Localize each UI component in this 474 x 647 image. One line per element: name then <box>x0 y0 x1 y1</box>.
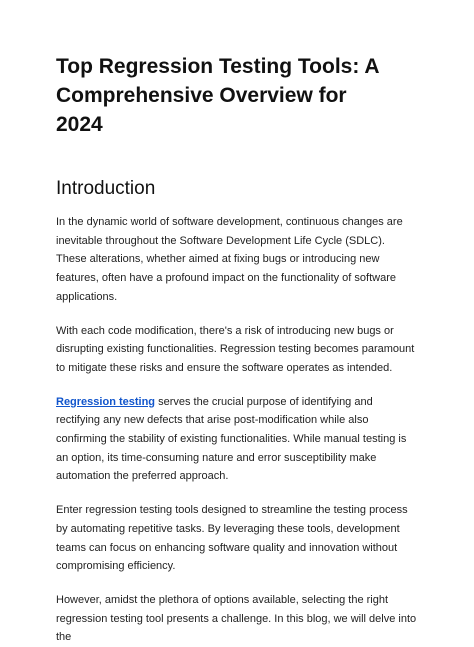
document-title: Top Regression Testing Tools: A Comprehensive Overview for 2024 <box>56 55 379 136</box>
section-heading-introduction: Introduction <box>56 178 156 199</box>
document-page <box>56 52 418 647</box>
paragraph-1: In the dynamic world of software development, continuous changes are inevitable throughout the Software Development Life Cycle (SDLC). These alterations, whether aimed at fixing bugs or introducing new features, often have a profound impact on the functionality of software applications. <box>56 216 403 303</box>
paragraph-3-text: serves the crucial purpose of identifying and rectifying any new defects that arise post-modification while also confirming the stability of existing functionalities. While manual testing is an option, its time-consuming nature and error susceptibility make automation the preferred approach. <box>56 395 407 483</box>
paragraph-2: With each code modification, there's a risk of introducing new bugs or disrupting existing functionalities. Regression testing becomes paramount to mitigate these risks and ensure the software operates as intended. <box>56 324 415 374</box>
paragraph-3 <box>56 393 418 487</box>
paragraph-4: Enter regression testing tools designed to streamline the testing process by automating repetitive tasks. By leveraging these tools, development teams can focus on enhancing software quality and innovation without compromising efficiency. <box>56 504 408 573</box>
paragraph-5: However, amidst the plethora of options available, selecting the right regression testing tool presents a challenge. In this blog, we will delve into the <box>56 593 417 644</box>
regression-testing-link[interactable]: Regression testing <box>56 395 156 408</box>
